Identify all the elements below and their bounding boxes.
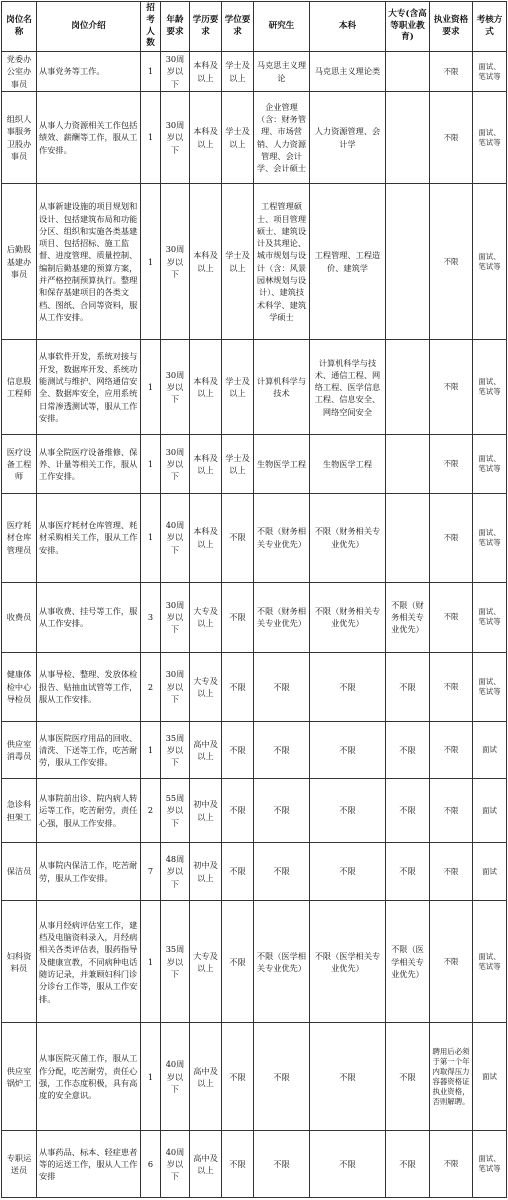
degree-requirement: 不限 <box>222 582 254 653</box>
qualification-requirement: 不限 <box>430 92 473 184</box>
postgraduate-major: 生物医学工程 <box>254 435 310 494</box>
postgraduate-major: 不限（财务相关专业优先） <box>254 582 310 653</box>
position-intro: 从事人力资源相关工作包括绩效、薪酬等工作，服从工作安排。 <box>37 92 141 184</box>
postgraduate-major: 不限 <box>254 842 310 901</box>
qualification-requirement: 不限 <box>430 842 473 901</box>
table-row <box>2 340 507 435</box>
exam-method: 面试 <box>473 842 507 901</box>
position-intro: 从事院内保洁工作，吃苦耐劳，服从工作安排。 <box>37 842 141 901</box>
college-major: 不限 <box>386 1023 430 1131</box>
qualification-requirement: 不限 <box>430 340 473 435</box>
recruit-count: 1 <box>141 721 161 779</box>
recruit-count: 2 <box>141 653 161 722</box>
education-requirement: 大专及以上 <box>190 653 222 722</box>
exam-method: 面试 <box>473 721 507 779</box>
undergraduate-major: 不限（财务相关专业优先） <box>310 582 386 653</box>
undergraduate-major: 生物医学工程 <box>310 435 386 494</box>
header-count: 招考人数 <box>141 2 161 52</box>
exam-method: 面试、笔试等 <box>473 493 507 582</box>
undergraduate-major: 不限 <box>310 842 386 901</box>
exam-method: 面试、笔试等 <box>473 582 507 653</box>
position-name: 专职运送员 <box>2 1131 37 1198</box>
undergraduate-major: 不限（医学相关专业优先） <box>310 901 386 1023</box>
recruit-count: 6 <box>141 1131 161 1198</box>
position-name: 妇科资料员 <box>2 901 37 1023</box>
age-requirement: 30周岁以下 <box>161 52 190 92</box>
table-row <box>2 184 507 340</box>
qualification-requirement: 不限 <box>430 184 473 340</box>
position-intro: 从事软件开发，系统对接与开发，数据库开发、系统功能测试与维护、网络通信安全、数据库安全，应用系统日常渗透测试等，服从工作安排。 <box>37 340 141 435</box>
college-major <box>386 435 430 494</box>
undergraduate-major: 不限 <box>310 1131 386 1198</box>
header-exam-method: 考核方式 <box>473 2 507 52</box>
recruit-count: 7 <box>141 842 161 901</box>
undergraduate-major: 人力资源管理、会计学 <box>310 92 386 184</box>
degree-requirement: 不限 <box>222 721 254 779</box>
recruit-count: 2 <box>141 779 161 843</box>
position-name: 供应室锅炉工 <box>2 1023 37 1131</box>
header-row <box>2 2 507 52</box>
position-intro: 从事药品、标本、轻症患者等的运送工作，服从人工作安排 <box>37 1131 141 1198</box>
undergraduate-major: 不限 <box>310 653 386 722</box>
education-requirement: 本科及以上 <box>190 493 222 582</box>
recruit-count: 1 <box>141 493 161 582</box>
header-degree: 学位要求 <box>222 2 254 52</box>
postgraduate-major: 不限 <box>254 1023 310 1131</box>
degree-requirement: 学士及以上 <box>222 340 254 435</box>
education-requirement: 高中及以上 <box>190 1131 222 1198</box>
education-requirement: 初中及以上 <box>190 779 222 843</box>
qualification-requirement: 不限 <box>430 901 473 1023</box>
table-row <box>2 901 507 1023</box>
degree-requirement: 学士及以上 <box>222 184 254 340</box>
position-intro: 从事党务等工作。 <box>37 52 141 92</box>
age-requirement: 35周岁以下 <box>161 721 190 779</box>
education-requirement: 初中及以上 <box>190 842 222 901</box>
age-requirement: 35周岁以下 <box>161 901 190 1023</box>
recruit-count: 1 <box>141 1023 161 1131</box>
table-row <box>2 582 507 653</box>
exam-method: 面试、笔试等 <box>473 340 507 435</box>
postgraduate-major: 马克思主义理论 <box>254 52 310 92</box>
college-major: 不限 <box>386 779 430 843</box>
undergraduate-major: 不限 <box>310 1023 386 1131</box>
postgraduate-major: 不限 <box>254 653 310 722</box>
header-qualification: 执业资格要求 <box>430 2 473 52</box>
qualification-requirement: 不限 <box>430 1131 473 1198</box>
position-name: 保洁员 <box>2 842 37 901</box>
recruit-count: 1 <box>141 435 161 494</box>
position-intro: 从事医院灭菌工作，服从工作分配，吃苦耐劳，责任心强，工作态度积极，具有高度的安全意识。 <box>37 1023 141 1131</box>
qualification-requirement: 聘用后必须于第一个年内取得压力容器资格证执业资格，否则解聘。 <box>430 1023 473 1131</box>
education-requirement: 本科及以上 <box>190 184 222 340</box>
header-college: 大专(含高等职业教育) <box>386 2 430 52</box>
degree-requirement: 不限 <box>222 901 254 1023</box>
undergraduate-major: 不限 <box>310 721 386 779</box>
position-intro: 从事院前出诊、院内病人转运等工作，吃苦耐劳，责任心强，服从工作安排。 <box>37 779 141 843</box>
qualification-requirement: 不限 <box>430 653 473 722</box>
position-intro: 从事医疗耗材仓库管理、耗材采购相关工作，服从工作安排。 <box>37 493 141 582</box>
recruit-count: 1 <box>141 92 161 184</box>
college-major <box>386 493 430 582</box>
qualification-requirement: 不限 <box>430 582 473 653</box>
recruitment-table <box>1 1 507 1198</box>
age-requirement: 30周岁以下 <box>161 92 190 184</box>
undergraduate-major: 计算机科学与技术、通信工程、网络工程、医学信息工程、信息安全、网络空间安全 <box>310 340 386 435</box>
education-requirement: 高中及以上 <box>190 1023 222 1131</box>
qualification-requirement: 不限 <box>430 435 473 494</box>
header-postgraduate: 研究生 <box>254 2 310 52</box>
age-requirement: 40周岁以下 <box>161 493 190 582</box>
age-requirement: 48周岁以下 <box>161 842 190 901</box>
position-intro: 从事月经病评估室工作，建档及电脑资料录入，月经病相关各类评估表，服药指导及健康宣教，不同病种电话随访记录，并兼顾妇科门诊分诊台工作等，服从工作安排。 <box>37 901 141 1023</box>
position-intro: 从事新建设施的项目规划和设计、包括建筑布局和功能分区、组织和实施各类基建项目、包括招标、施工监督、进度管理、质量控制、编制后勤基建的预算方案，并严格控制预算执行。整理和保存基建项目的各类文档、图纸、合同等资料，服从工作安排。 <box>37 184 141 340</box>
undergraduate-major: 工程管理、工程造价、建筑学 <box>310 184 386 340</box>
college-major: 不限 <box>386 842 430 901</box>
age-requirement: 30周岁以下 <box>161 184 190 340</box>
header-position-intro: 岗位介绍 <box>37 2 141 52</box>
header-position-name: 岗位名称 <box>2 2 37 52</box>
table-row <box>2 92 507 184</box>
exam-method: 面试 <box>473 1023 507 1131</box>
position-name: 党委办公室办事员 <box>2 52 37 92</box>
position-intro: 从事全院医疗设备维修、保养、计量等相关工作，服从工作安排。 <box>37 435 141 494</box>
college-major: 不限 <box>386 721 430 779</box>
age-requirement: 30周岁以下 <box>161 435 190 494</box>
education-requirement: 本科及以上 <box>190 435 222 494</box>
position-name: 收费员 <box>2 582 37 653</box>
table-row <box>2 842 507 901</box>
undergraduate-major: 不限 <box>310 779 386 843</box>
education-requirement: 高中及以上 <box>190 721 222 779</box>
exam-method: 面试、笔试等 <box>473 653 507 722</box>
position-name: 医疗耗材仓库管理员 <box>2 493 37 582</box>
exam-method: 面试、笔试等 <box>473 1131 507 1198</box>
age-requirement: 40周岁以下 <box>161 1023 190 1131</box>
degree-requirement: 不限 <box>222 779 254 843</box>
college-major: 不限 <box>386 653 430 722</box>
age-requirement: 30周岁以下 <box>161 582 190 653</box>
qualification-requirement: 不限 <box>430 52 473 92</box>
undergraduate-major: 马克思主义理论类 <box>310 52 386 92</box>
postgraduate-major: 企业管理（含：财务管理、市场营销、人力资源管理、会计学、会计硕士 <box>254 92 310 184</box>
recruit-count: 1 <box>141 340 161 435</box>
position-intro: 从事导检、整理、发放体检报告、贴抽血试管等工作，服从工作安排。 <box>37 653 141 722</box>
degree-requirement: 不限 <box>222 493 254 582</box>
position-name: 健康体检中心导检员 <box>2 653 37 722</box>
table-row <box>2 52 507 92</box>
table-row <box>2 653 507 722</box>
degree-requirement: 学士及以上 <box>222 92 254 184</box>
table-row <box>2 721 507 779</box>
position-name: 急诊科担架工 <box>2 779 37 843</box>
header-undergraduate: 本科 <box>310 2 386 52</box>
postgraduate-major: 工程管理硕士、项目管理硕士、建筑设计及其理论、城市规划与设计（含：风景园林规划与设计）、建筑技术科学、建筑学硕士 <box>254 184 310 340</box>
header-education: 学历要求 <box>190 2 222 52</box>
exam-method: 面试 <box>473 779 507 843</box>
postgraduate-major: 不限 <box>254 1131 310 1198</box>
degree-requirement: 学士及以上 <box>222 435 254 494</box>
position-name: 供应室消毒员 <box>2 721 37 779</box>
table-row <box>2 1023 507 1131</box>
education-requirement: 本科及以上 <box>190 92 222 184</box>
header-age: 年龄要求 <box>161 2 190 52</box>
college-major <box>386 340 430 435</box>
exam-method: 面试、笔试等 <box>473 52 507 92</box>
degree-requirement: 不限 <box>222 653 254 722</box>
position-name: 信息股工程师 <box>2 340 37 435</box>
degree-requirement: 不限 <box>222 1023 254 1131</box>
table-row <box>2 1131 507 1198</box>
qualification-requirement: 不限 <box>430 721 473 779</box>
recruit-count: 1 <box>141 901 161 1023</box>
position-intro: 从事收费、挂号等工作，服从工作安排。 <box>37 582 141 653</box>
postgraduate-major: 不限 <box>254 721 310 779</box>
postgraduate-major: 不限 <box>254 779 310 843</box>
college-major: 不限（医学相关专业优先） <box>386 901 430 1023</box>
degree-requirement: 不限 <box>222 842 254 901</box>
education-requirement: 本科及以上 <box>190 52 222 92</box>
recruit-count: 3 <box>141 582 161 653</box>
college-major <box>386 92 430 184</box>
table-row <box>2 493 507 582</box>
qualification-requirement: 不限 <box>430 779 473 843</box>
position-name: 医疗设备工程师 <box>2 435 37 494</box>
position-intro: 从事医院医疗用品的回收、清洗、下送等工作，吃苦耐劳，服从工作安排。 <box>37 721 141 779</box>
college-major <box>386 184 430 340</box>
postgraduate-major: 不限（财务相关专业优先） <box>254 493 310 582</box>
recruit-count: 1 <box>141 184 161 340</box>
education-requirement: 大专及以上 <box>190 901 222 1023</box>
recruit-count: 1 <box>141 52 161 92</box>
degree-requirement: 学士及以上 <box>222 52 254 92</box>
position-name: 组织人事服务卫股办事员 <box>2 92 37 184</box>
exam-method: 面试、笔试等 <box>473 901 507 1023</box>
postgraduate-major: 计算机科学与技术 <box>254 340 310 435</box>
education-requirement: 本科及以上 <box>190 340 222 435</box>
table-row <box>2 435 507 494</box>
exam-method: 面试、笔试等 <box>473 92 507 184</box>
postgraduate-major: 不限（医学相关专业优先） <box>254 901 310 1023</box>
age-requirement: 30周岁以下 <box>161 653 190 722</box>
qualification-requirement: 不限 <box>430 493 473 582</box>
degree-requirement: 不限 <box>222 1131 254 1198</box>
education-requirement: 大专及以上 <box>190 582 222 653</box>
college-major: 不限（财务相关专业优先） <box>386 582 430 653</box>
position-name: 后勤股基建办事员 <box>2 184 37 340</box>
exam-method: 面试、笔试等 <box>473 435 507 494</box>
age-requirement: 40周岁以下 <box>161 1131 190 1198</box>
age-requirement: 30周岁以下 <box>161 340 190 435</box>
table-row <box>2 779 507 843</box>
exam-method: 面试、笔试等 <box>473 184 507 340</box>
undergraduate-major: 不限（财务相关专业优先） <box>310 493 386 582</box>
age-requirement: 55周岁以下 <box>161 779 190 843</box>
college-major: 不限 <box>386 1131 430 1198</box>
college-major <box>386 52 430 92</box>
